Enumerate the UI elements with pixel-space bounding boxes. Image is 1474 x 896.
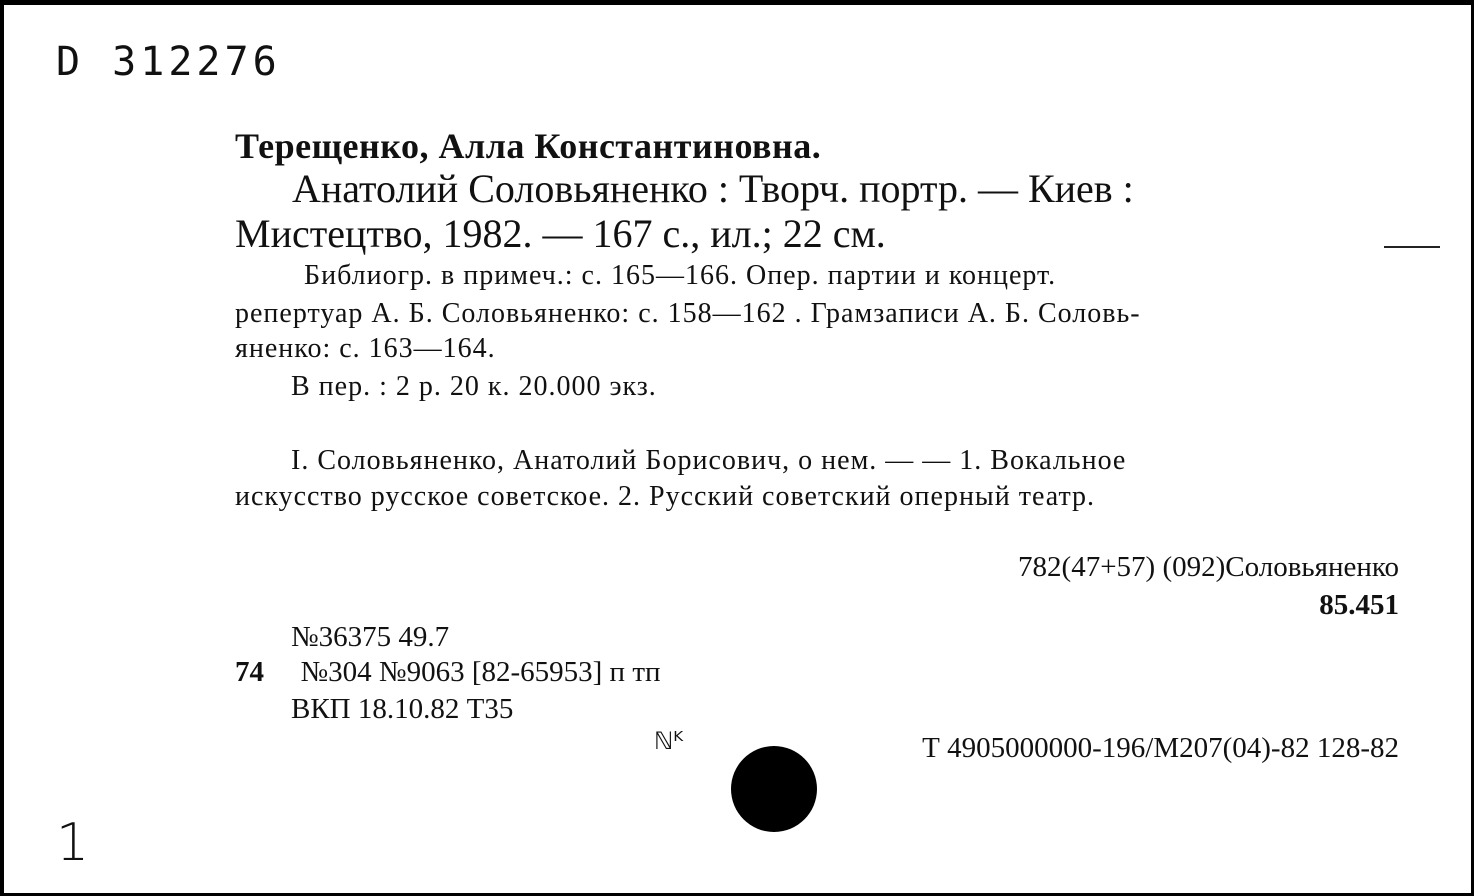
bibliography-note-line-1: Библиогр. в примеч.: с. 165—166. Опер. партии и концерт. — [304, 260, 1057, 291]
isbn-line: Т 4905000000-196/М207(04)-82 128-82 — [922, 732, 1399, 764]
punch-hole — [731, 746, 817, 832]
price-and-print-run: В пер. : 2 р. 20 к. 20.000 экз. — [291, 371, 657, 402]
printing-info-line-2 — [235, 656, 661, 689]
printing-info-line-1: №36375 49.7 — [291, 621, 450, 653]
printing-info-line-3: ВКП 18.10.82 Т35 — [291, 693, 514, 725]
udc-index: 782(47+57) (092)Соловьяненко — [1018, 551, 1399, 583]
handwritten-number: 1 — [56, 813, 90, 873]
title-line-1: Анатолий Соловьяненко : Творч. портр. — Киев : — [292, 166, 1134, 211]
subject-headings-line-2: искусство русское советское. 2. Русский советский оперный театр. — [235, 481, 1096, 512]
bibliography-note-line-3: яненко: с. 163—164. — [235, 333, 496, 364]
bibliography-note-line-2: репертуар А. Б. Соловьяненко: с. 158—162 . Грамзаписи А. Б. Соловь- — [235, 298, 1141, 329]
bbk-index: 85.451 — [1319, 589, 1399, 621]
author-heading: Терещенко, Алла Константиновна. — [235, 126, 822, 166]
title-line-2: Мистецтво, 1982. — 167 с., ил.; 22 см. — [235, 211, 886, 256]
card-code: D 312276 — [56, 39, 281, 85]
margin-dash — [1384, 246, 1440, 248]
stamp-mark: ℕᴷ — [654, 727, 684, 755]
printing-prefix: 74 — [235, 656, 264, 688]
printing-details: №304 №9063 [82-65953] п тп — [300, 656, 661, 688]
subject-headings-line-1: I. Соловьяненко, Анатолий Борисович, о нем. — — 1. Вокальное — [291, 445, 1127, 476]
